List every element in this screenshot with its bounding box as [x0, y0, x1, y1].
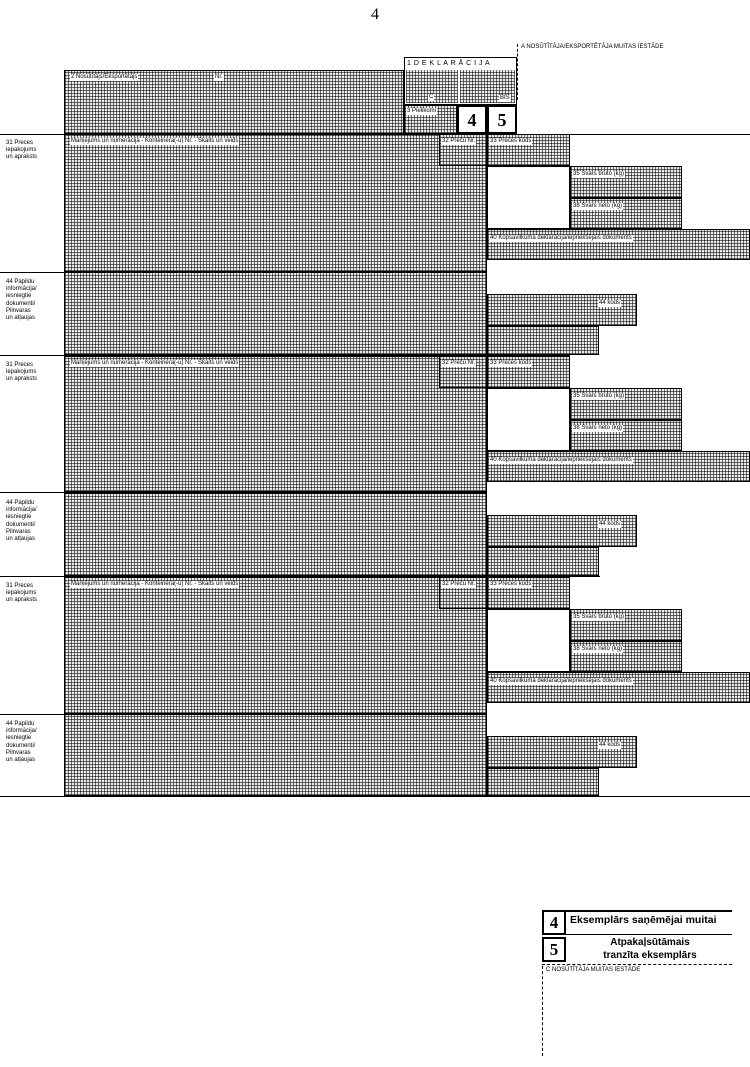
summary-decl-label: 40 Kopsavilkuma deklarācija/iepriekšējais dokuments: [490, 678, 632, 684]
office-c-label: C NOSŪTĪTĀJA MUITAS IESTĀDE: [546, 967, 641, 973]
info-side-label: 44 Papildu informācija/ iesniegtie dokumenti/ Pilnvaras un atļaujas: [6, 279, 37, 322]
copy-5-box: 5: [487, 105, 517, 134]
page-number: 4: [371, 6, 379, 23]
commodity-code-label: 33 Preces kods: [490, 360, 532, 366]
additional-code-label: 44 kods: [599, 521, 621, 527]
item-no-label: 32 Preču Nr.: [442, 360, 476, 366]
item-no-label: 32 Preču Nr.: [442, 138, 476, 144]
office-dashed-line: [517, 44, 518, 100]
marks-field[interactable]: [64, 134, 487, 272]
summary-decl-field[interactable]: [487, 229, 750, 260]
blank-box: [487, 166, 570, 229]
marks-field[interactable]: [64, 577, 487, 714]
summary-decl-field[interactable]: [487, 672, 750, 703]
copy-4-number: 4: [542, 910, 566, 935]
additional-code-lower-field[interactable]: [487, 547, 599, 576]
office-c-dashed-line: [542, 966, 543, 1056]
marks-field[interactable]: [64, 356, 487, 492]
consignor-no-label: Nr.: [215, 74, 223, 80]
copy-4-text: Eksemplārs saņēmējai muitai: [570, 914, 717, 926]
marks-label: Marķējums un numerācija - Konteinera(-u) Nr. - Skaits un veids: [71, 581, 239, 587]
additional-info-field[interactable]: [64, 493, 487, 576]
gross-mass-label: 35 Svars bruto (kg): [573, 171, 625, 177]
additional-code-lower-field[interactable]: [487, 326, 599, 355]
office-label: A NOSŪTĪTĀJA/EKSPORTĒTĀJA MUITAS IESTĀDE: [521, 44, 664, 50]
info-side-label: 44 Papildu informācija/ iesniegtie dokumenti/ Pilnvaras un atļaujas: [6, 721, 37, 764]
forms-label: 3 Pielikumi: [407, 108, 437, 114]
c-label: C: [429, 94, 434, 100]
additional-code-label: 44 kods: [599, 300, 621, 306]
blank-box: [487, 609, 570, 672]
commodity-code-label: 33 Preces kods: [490, 138, 532, 144]
blank-box: [487, 388, 570, 451]
additional-code-field[interactable]: [487, 736, 637, 768]
declaration-label: 1 D E K L A R Ā C I J A: [407, 60, 491, 67]
goods-side-label: 31 Preces iepakojums un apraksts: [6, 140, 38, 161]
additional-info-field[interactable]: [64, 272, 487, 355]
additional-info-field[interactable]: [64, 714, 487, 796]
additional-code-lower-field[interactable]: [487, 768, 599, 796]
summary-decl-label: 40 Kopsavilkuma deklarācija/iepriekšējais dokuments: [490, 235, 632, 241]
net-mass-label: 38 Svars neto (kg): [573, 646, 623, 652]
copy-5-text-2: tranzīta eksemplārs: [603, 950, 697, 961]
additional-code-field[interactable]: [487, 294, 637, 326]
marks-label: Marķējums un numerācija - Konteinera(-u) Nr. - Skaits un veids: [71, 360, 239, 366]
copy-4-box: 4: [457, 105, 487, 134]
item-no-label: 32 Preču Nr.: [442, 581, 476, 587]
goods-side-label: 31 Preces iepakojums un apraksts: [6, 583, 38, 604]
bis-label: BIS: [500, 95, 510, 101]
consignor-label: 2 Nosūtītājs/Eksportētājs: [71, 74, 138, 80]
copy-5-text-1: Atpakaļsūtāmais: [610, 937, 690, 948]
copy-5-dashed-rule: [542, 964, 732, 965]
summary-decl-field[interactable]: [487, 451, 750, 482]
commodity-code-label: 33 Preces kods: [490, 581, 532, 587]
summary-decl-label: 40 Kopsavilkuma deklarācija/iepriekšējais dokuments: [490, 457, 632, 463]
additional-code-field[interactable]: [487, 515, 637, 547]
copy-5-number: 5: [542, 937, 566, 962]
additional-code-label: 44 kods: [599, 742, 621, 748]
gross-mass-label: 35 Svars bruto (kg): [573, 393, 625, 399]
marks-label: Marķējums un numerācija - Konteinera(-u) Nr. - Skaits un veids: [71, 138, 239, 144]
net-mass-label: 38 Svars neto (kg): [573, 425, 623, 431]
goods-side-label: 31 Preces iepakojums un apraksts: [6, 362, 38, 383]
net-mass-label: 38 Svars neto (kg): [573, 203, 623, 209]
info-side-label: 44 Papildu informācija/ iesniegtie dokumenti/ Pilnvaras un atļaujas: [6, 500, 37, 543]
gross-mass-label: 35 Svars bruto (kg): [573, 614, 625, 620]
